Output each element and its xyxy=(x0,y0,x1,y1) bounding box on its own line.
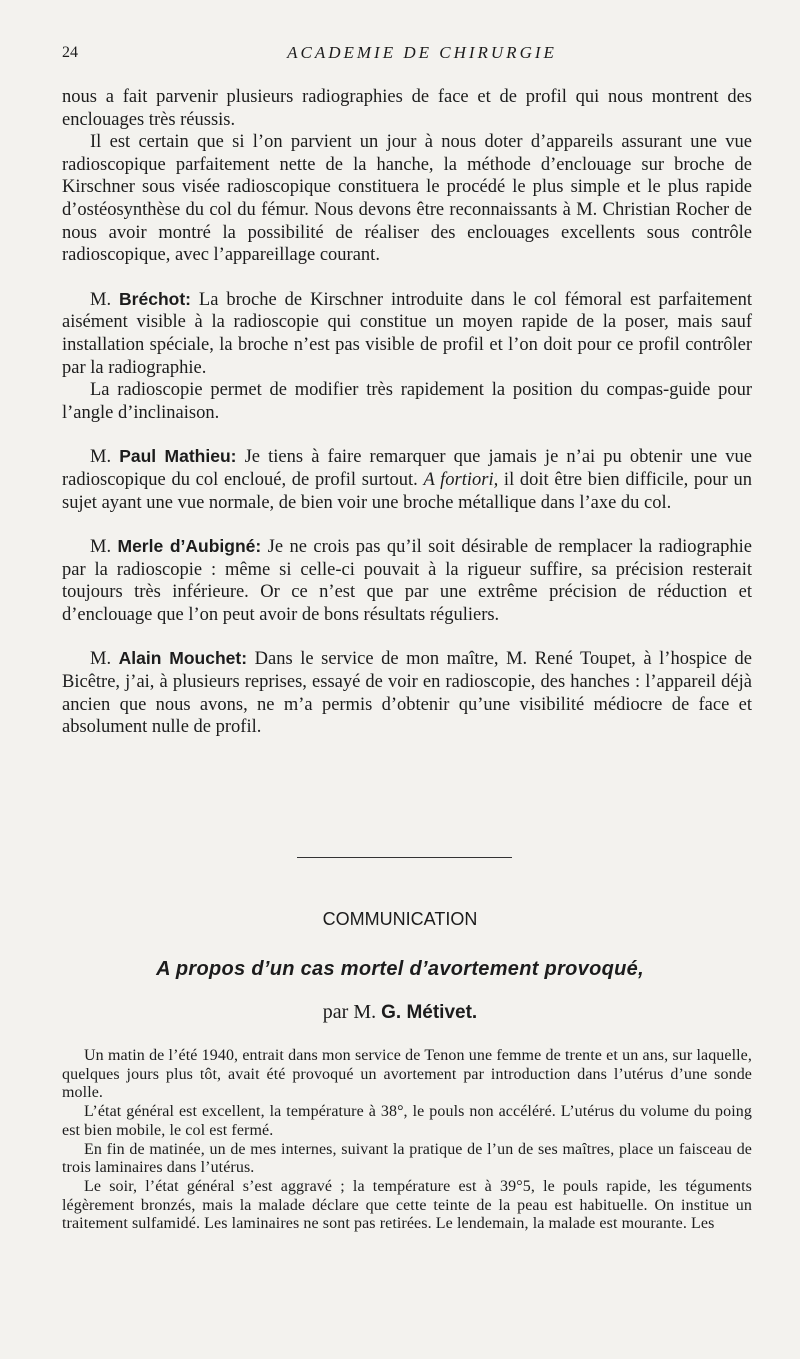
remark-text: Je ne crois pas qu’il soit désirable de remplacer la radiographie par la radioscopie : même si celle-ci pouvait à la rigueur suffire, sa précision resterait toujours très inférieure. Or ce n’est que par une extrême précision de réduction et d’enclouage que l’on peut avoir de bons résultats réguliers. xyxy=(62,537,753,625)
speaker-title: M. xyxy=(90,289,120,310)
byline-prefix: par M. xyxy=(322,1001,382,1023)
remark-mathieu: M. Paul Mathieu: Je tiens à faire remarquer que jamais je n’ai pu obtenir une vue radioscopique du col encloué, de profil surtout. A fortiori, il doit être bien difficile, pour un sujet ayant une vue normale, de bien voir une broche métallique dans l’axe du col. xyxy=(62,446,752,513)
remark-mouchet: M. Alain Mouchet: Dans le service de mon maître, M. René Toupet, à l’hospice de Bicêtre, j’ai, à plusieurs reprises, essayé de voir en radioscopie, des hanches : l’appareil déjà ancien que nous avons, ne m’a permis d’obtenir qu’une visibilité médiocre de face et absolument nulle de profil. xyxy=(62,648,752,738)
remark-text: Je tiens à faire remarquer que jamais je n’ai pu obtenir une vue radioscopique du col encloué, de profil surtout. xyxy=(62,447,752,490)
remark-brechot-continued: La radioscopie permet de modifier très rapidement la position du compas-guide pour l’angle d’inclinaison. xyxy=(62,380,752,423)
speaker-name: Alain Mouchet xyxy=(118,648,242,669)
case-paragraph: Un matin de l’été 1940, entrait dans mon service de Tenon une femme de trente et un ans, sur laquelle, quelques jours plus tôt, avait été provoqué un avortement par introduction dans l’utérus d’une sonde molle. xyxy=(62,1047,752,1102)
speaker-title: M. xyxy=(90,447,120,468)
author-name: G. Métivet. xyxy=(381,1002,478,1023)
remark-merle: M. Merle d’Aubigné: Je ne crois pas qu’il soit désirable de remplacer la radiographie par la radioscopie : même si celle-ci pouvait à la rigueur suffire, sa précision resterait toujours très inférieure. Or ce n’est que par une extrême précision de réduction et d’enclouage que l’on peut avoir de bons résultats réguliers. xyxy=(62,536,753,625)
speaker-name: Paul Mathieu xyxy=(119,446,231,467)
speaker-name: Bréchot xyxy=(119,288,186,309)
section-divider xyxy=(297,857,512,858)
byline xyxy=(0,1001,800,1024)
page-number: 24 xyxy=(62,44,78,61)
case-paragraph: L’état général est excellent, la température à 38°, le pouls non accéléré. L’utérus du volume du poing est bien mobile, le col est fermé. xyxy=(62,1103,752,1139)
article-title: A propos d’un cas mortel d’avortement provoqué, xyxy=(156,958,644,980)
remark-text-end: il doit être bien difficile, pour un sujet ayant une vue normale, de bien voir une broche métallique dans l’axe du col. xyxy=(62,469,752,513)
section-title: COMMUNICATION xyxy=(322,909,478,929)
speaker-title: M. xyxy=(90,537,118,558)
page-header xyxy=(62,40,752,70)
remark-text: Dans le service de mon maître, M. René Toupet, à l’hospice de Bicêtre, j’ai, à plusieurs reprises, essayé de voir en radioscopie, des hanches : l’appareil déjà ancien que nous avons, ne m’a permis d’obtenir qu’une visibilité médiocre de face et absolument nulle de profil. xyxy=(62,649,752,738)
paragraph-hanche: Il est certain que si l’on parvient un jour à nous doter d’appareils assurant une vue radioscopique parfaitement nette de la hanche, la méthode d’enclouage sur broche de Kirschner sous visée radioscopique constituera le procédé le plus simple et le plus rapide d’ostéosynthèse du col du fémur. Nous devons être reconnaissants à M. Christian Rocher de nous avoir montré la possibilité de réaliser des enclouages excellents sous contrôle radioscopique, avec l’appareillage courant. xyxy=(62,132,752,266)
case-paragraph: Le soir, l’état général s’est aggravé ; la température est à 39°5, le pouls rapide, les téguments légèrement bronzés, mais la malade déclare que cette teinte de la peau est habituelle. On institue un traitement sulfamidé. Les laminaires ne sont pas retirées. Le lendemain, la malade est mourante. Les xyxy=(62,1177,752,1233)
latin-phrase: A fortiori, xyxy=(423,469,499,490)
discussion-section xyxy=(62,86,752,739)
case-report xyxy=(62,1047,752,1234)
speaker-name: Merle d’Aubigné xyxy=(117,536,256,557)
remark-brechot: M. Bréchot: La broche de Kirschner introduite dans le col fémoral est parfaitement aisément visible à la radioscopie qui constitue un moyen rapide de la poser, mais sauf installation spéciale, la broche n’est pas visible de profil et l’on doit pour ce profil contrôler par la radiographie. xyxy=(62,288,753,378)
case-paragraph: En fin de matinée, un de mes internes, suivant la pratique de l’un de ses maîtres, place un faisceau de trois laminaires dans l’utérus. xyxy=(62,1140,752,1177)
speaker-title: M. xyxy=(90,649,119,670)
running-head: ACADEMIE DE CHIRURGIE xyxy=(287,43,557,62)
remark-text: La broche de Kirschner introduite dans le col fémoral est parfaitement aisément visible à la radioscopie qui constitue un moyen rapide de la poser, mais sauf installation spéciale, la broche n’est pas visible de profil et l’on doit pour ce profil contrôler par la radiographie. xyxy=(62,289,753,378)
paragraph-continuation: nous a fait parvenir plusieurs radiographies de face et de profil qui nous montrent des enclouages très réussis. xyxy=(62,87,752,130)
